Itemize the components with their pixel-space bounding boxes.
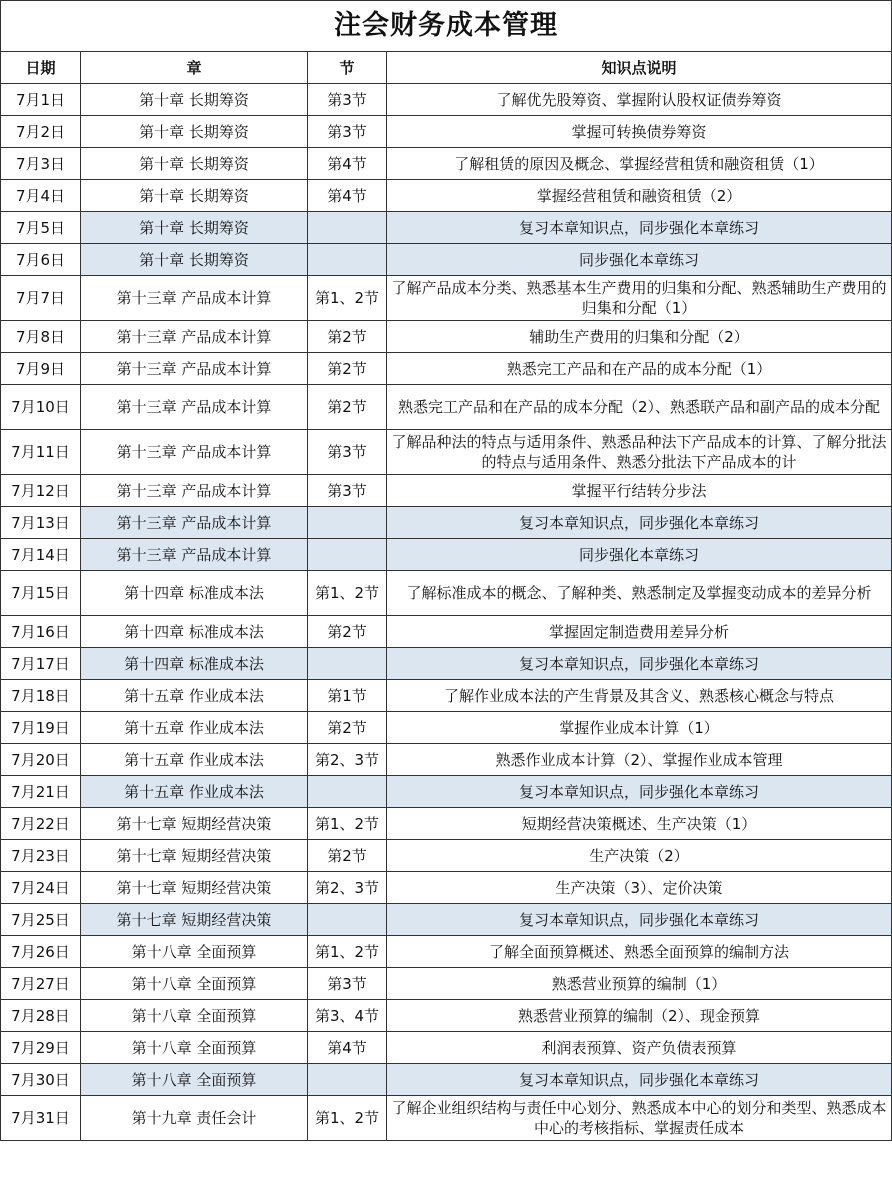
chapter-cell: 第十三章 产品成本计算	[81, 475, 308, 507]
description-cell: 复习本章知识点，同步强化本章练习	[387, 1064, 892, 1096]
date-cell: 7月14日	[1, 539, 81, 571]
section-cell: 第2节	[308, 385, 387, 430]
section-cell: 第2节	[308, 321, 387, 353]
description-cell: 同步强化本章练习	[387, 244, 892, 276]
description-cell: 复习本章知识点，同步强化本章练习	[387, 904, 892, 936]
chapter-cell: 第十九章 责任会计	[81, 1096, 308, 1141]
section-cell: 第2节	[308, 616, 387, 648]
date-cell: 7月13日	[1, 507, 81, 539]
table-row	[1, 1064, 892, 1096]
chapter-cell: 第十章 长期筹资	[81, 84, 308, 116]
table-row	[1, 276, 892, 321]
table-row	[1, 680, 892, 712]
section-cell	[308, 776, 387, 808]
description-cell: 掌握经营租赁和融资租赁（2）	[387, 180, 892, 212]
description-cell: 熟悉完工产品和在产品的成本分配（2）、熟悉联产品和副产品的成本分配	[387, 385, 892, 430]
table-row	[1, 148, 892, 180]
date-cell: 7月30日	[1, 1064, 81, 1096]
table-row	[1, 648, 892, 680]
section-cell: 第4节	[308, 180, 387, 212]
date-cell: 7月23日	[1, 840, 81, 872]
chapter-cell: 第十章 长期筹资	[81, 212, 308, 244]
date-cell: 7月10日	[1, 385, 81, 430]
chapter-cell: 第十八章 全面预算	[81, 936, 308, 968]
description-cell: 了解租赁的原因及概念、掌握经营租赁和融资租赁（1）	[387, 148, 892, 180]
table-row	[1, 180, 892, 212]
table-row	[1, 840, 892, 872]
sheet-title: 注会财务成本管理	[1, 1, 892, 52]
date-cell: 7月17日	[1, 648, 81, 680]
table-row	[1, 116, 892, 148]
table-row	[1, 507, 892, 539]
description-cell: 掌握作业成本计算（1）	[387, 712, 892, 744]
table-row	[1, 385, 892, 430]
table-row	[1, 1096, 892, 1141]
section-cell: 第3、4节	[308, 1000, 387, 1032]
date-cell: 7月22日	[1, 808, 81, 840]
description-cell: 复习本章知识点，同步强化本章练习	[387, 212, 892, 244]
table-row	[1, 571, 892, 616]
chapter-cell: 第十四章 标准成本法	[81, 648, 308, 680]
chapter-cell: 第十三章 产品成本计算	[81, 321, 308, 353]
section-cell	[308, 212, 387, 244]
chapter-cell: 第十三章 产品成本计算	[81, 353, 308, 385]
chapter-cell: 第十五章 作业成本法	[81, 744, 308, 776]
section-cell: 第3节	[308, 968, 387, 1000]
header-section: 节	[308, 52, 387, 84]
section-cell	[308, 648, 387, 680]
chapter-cell: 第十八章 全面预算	[81, 1064, 308, 1096]
section-cell: 第1、2节	[308, 1096, 387, 1141]
description-cell: 生产决策（3）、定价决策	[387, 872, 892, 904]
description-cell: 熟悉作业成本计算（2）、掌握作业成本管理	[387, 744, 892, 776]
date-cell: 7月20日	[1, 744, 81, 776]
date-cell: 7月19日	[1, 712, 81, 744]
section-cell: 第1、2节	[308, 571, 387, 616]
chapter-cell: 第十八章 全面预算	[81, 1032, 308, 1064]
chapter-cell: 第十四章 标准成本法	[81, 616, 308, 648]
date-cell: 7月1日	[1, 84, 81, 116]
table-row	[1, 475, 892, 507]
chapter-cell: 第十五章 作业成本法	[81, 680, 308, 712]
table-row	[1, 968, 892, 1000]
section-cell: 第1、2节	[308, 276, 387, 321]
table-row	[1, 616, 892, 648]
section-cell: 第1节	[308, 680, 387, 712]
description-cell: 复习本章知识点，同步强化本章练习	[387, 776, 892, 808]
table-row	[1, 904, 892, 936]
table-row	[1, 1032, 892, 1064]
description-cell: 掌握平行结转分步法	[387, 475, 892, 507]
description-cell: 复习本章知识点，同步强化本章练习	[387, 507, 892, 539]
header-date: 日期	[1, 52, 81, 84]
chapter-cell: 第十三章 产品成本计算	[81, 507, 308, 539]
date-cell: 7月25日	[1, 904, 81, 936]
chapter-cell: 第十三章 产品成本计算	[81, 276, 308, 321]
date-cell: 7月5日	[1, 212, 81, 244]
chapter-cell: 第十章 长期筹资	[81, 244, 308, 276]
table-row	[1, 244, 892, 276]
section-cell	[308, 1064, 387, 1096]
date-cell: 7月4日	[1, 180, 81, 212]
table-row	[1, 872, 892, 904]
section-cell: 第4节	[308, 148, 387, 180]
description-cell: 熟悉营业预算的编制（2）、现金预算	[387, 1000, 892, 1032]
table-row	[1, 936, 892, 968]
date-cell: 7月21日	[1, 776, 81, 808]
section-cell: 第2、3节	[308, 872, 387, 904]
date-cell: 7月27日	[1, 968, 81, 1000]
section-cell: 第3节	[308, 475, 387, 507]
section-cell: 第2节	[308, 712, 387, 744]
chapter-cell: 第十三章 产品成本计算	[81, 539, 308, 571]
description-cell: 复习本章知识点，同步强化本章练习	[387, 648, 892, 680]
section-cell: 第3节	[308, 430, 387, 475]
table-row	[1, 744, 892, 776]
header-chapter: 章	[81, 52, 308, 84]
date-cell: 7月31日	[1, 1096, 81, 1141]
chapter-cell: 第十八章 全面预算	[81, 968, 308, 1000]
section-cell: 第2节	[308, 840, 387, 872]
header-description: 知识点说明	[387, 52, 892, 84]
chapter-cell: 第十四章 标准成本法	[81, 571, 308, 616]
description-cell: 掌握固定制造费用差异分析	[387, 616, 892, 648]
section-cell: 第2、3节	[308, 744, 387, 776]
date-cell: 7月15日	[1, 571, 81, 616]
date-cell: 7月16日	[1, 616, 81, 648]
section-cell: 第3节	[308, 116, 387, 148]
chapter-cell: 第十五章 作业成本法	[81, 776, 308, 808]
section-cell: 第2节	[308, 353, 387, 385]
date-cell: 7月18日	[1, 680, 81, 712]
description-cell: 了解作业成本法的产生背景及其含义、熟悉核心概念与特点	[387, 680, 892, 712]
table-row	[1, 1000, 892, 1032]
chapter-cell: 第十七章 短期经营决策	[81, 840, 308, 872]
date-cell: 7月8日	[1, 321, 81, 353]
section-cell: 第1、2节	[308, 936, 387, 968]
description-cell: 了解产品成本分类、熟悉基本生产费用的归集和分配、熟悉辅助生产费用的归集和分配（1）	[387, 276, 892, 321]
section-cell: 第3节	[308, 84, 387, 116]
date-cell: 7月3日	[1, 148, 81, 180]
chapter-cell: 第十五章 作业成本法	[81, 712, 308, 744]
chapter-cell: 第十章 长期筹资	[81, 148, 308, 180]
chapter-cell: 第十章 长期筹资	[81, 116, 308, 148]
header-row	[1, 52, 892, 84]
chapter-cell: 第十七章 短期经营决策	[81, 808, 308, 840]
section-cell	[308, 244, 387, 276]
date-cell: 7月29日	[1, 1032, 81, 1064]
date-cell: 7月28日	[1, 1000, 81, 1032]
description-cell: 了解优先股筹资、掌握附认股权证债券筹资	[387, 84, 892, 116]
table-row	[1, 776, 892, 808]
date-cell: 7月6日	[1, 244, 81, 276]
table-row	[1, 212, 892, 244]
description-cell: 了解标准成本的概念、了解种类、熟悉制定及掌握变动成本的差异分析	[387, 571, 892, 616]
date-cell: 7月12日	[1, 475, 81, 507]
chapter-cell: 第十三章 产品成本计算	[81, 385, 308, 430]
table-row	[1, 353, 892, 385]
description-cell: 短期经营决策概述、生产决策（1）	[387, 808, 892, 840]
description-cell: 熟悉完工产品和在产品的成本分配（1）	[387, 353, 892, 385]
description-cell: 辅助生产费用的归集和分配（2）	[387, 321, 892, 353]
section-cell: 第4节	[308, 1032, 387, 1064]
table-row	[1, 321, 892, 353]
chapter-cell: 第十三章 产品成本计算	[81, 430, 308, 475]
section-cell	[308, 904, 387, 936]
description-cell: 掌握可转换债券筹资	[387, 116, 892, 148]
section-cell	[308, 507, 387, 539]
date-cell: 7月24日	[1, 872, 81, 904]
date-cell: 7月26日	[1, 936, 81, 968]
description-cell: 熟悉营业预算的编制（1）	[387, 968, 892, 1000]
table-row	[1, 430, 892, 475]
chapter-cell: 第十八章 全面预算	[81, 1000, 308, 1032]
description-cell: 了解全面预算概述、熟悉全面预算的编制方法	[387, 936, 892, 968]
section-cell	[308, 539, 387, 571]
description-cell: 生产决策（2）	[387, 840, 892, 872]
description-cell: 利润表预算、资产负债表预算	[387, 1032, 892, 1064]
date-cell: 7月2日	[1, 116, 81, 148]
description-cell: 同步强化本章练习	[387, 539, 892, 571]
date-cell: 7月9日	[1, 353, 81, 385]
date-cell: 7月11日	[1, 430, 81, 475]
date-cell: 7月7日	[1, 276, 81, 321]
section-cell: 第1、2节	[308, 808, 387, 840]
table-row	[1, 808, 892, 840]
description-cell: 了解品种法的特点与适用条件、熟悉品种法下产品成本的计算、了解分批法的特点与适用条件、熟悉分批法下产品成本的计	[387, 430, 892, 475]
chapter-cell: 第十七章 短期经营决策	[81, 872, 308, 904]
table-row	[1, 712, 892, 744]
table-row	[1, 84, 892, 116]
chapter-cell: 第十章 长期筹资	[81, 180, 308, 212]
description-cell: 了解企业组织结构与责任中心划分、熟悉成本中心的划分和类型、熟悉成本中心的考核指标、掌握责任成本	[387, 1096, 892, 1141]
table-row	[1, 539, 892, 571]
chapter-cell: 第十七章 短期经营决策	[81, 904, 308, 936]
